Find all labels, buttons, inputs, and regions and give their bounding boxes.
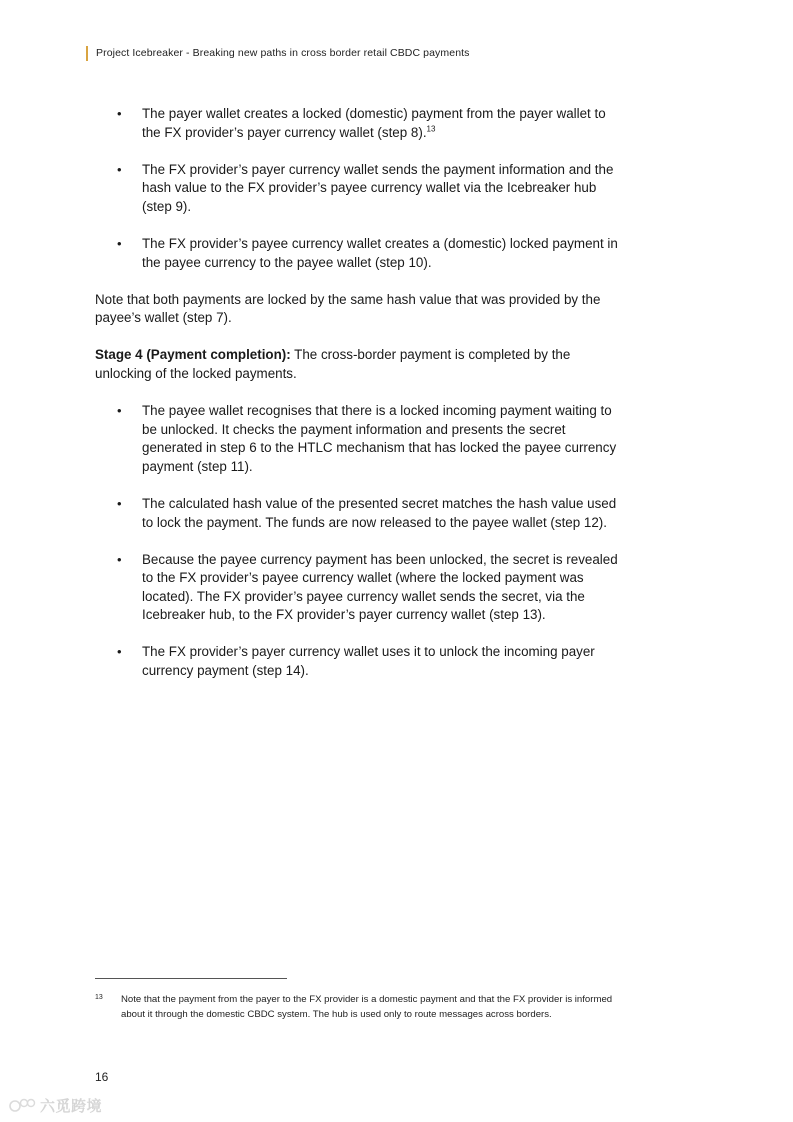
footnote xyxy=(95,993,617,1022)
bullet-list-stage3 xyxy=(95,105,625,272)
bullet-icon: • xyxy=(117,161,122,177)
list-item xyxy=(95,235,625,272)
footnote-divider xyxy=(95,978,287,979)
header-accent-bar xyxy=(86,46,88,61)
bullet-icon: • xyxy=(117,551,122,567)
list-item-text: The payer wallet creates a locked (domestic) payment from the payer wallet to the FX provider’s payer currency wallet (step 8). xyxy=(142,106,606,140)
stage4-heading: Stage 4 (Payment completion): xyxy=(95,347,291,363)
stage4-paragraph xyxy=(95,346,625,383)
list-item xyxy=(95,643,625,680)
bullet-icon: • xyxy=(117,403,122,419)
list-item-text: The FX provider’s payee currency wallet creates a (domestic) locked payment in the payee currency to the payee wallet (step 10). xyxy=(142,235,618,270)
stage4-text: The cross-border payment is completed by the unlocking of the locked payments. xyxy=(95,347,571,381)
page-body xyxy=(95,105,625,699)
footnote-text: Note that the payment from the payer to the FX provider is a domestic payment and that the FX provider is informed about it through the domestic CBDC system. The hub is used only to route messages across borders. xyxy=(121,994,613,1020)
list-item xyxy=(95,551,625,625)
bullet-icon: • xyxy=(117,235,122,251)
list-item xyxy=(95,105,625,142)
list-item xyxy=(95,402,625,476)
list-item-text: Because the payee currency payment has been unlocked, the secret is revealed to the FX provider’s payee currency wallet (where the locked payment was located). The FX provider’s payee currency wallet sends the secret, via the Icebreaker hub, to the FX provider’s payer currency wallet (step 13). xyxy=(142,551,618,623)
bullet-list-stage4 xyxy=(95,402,625,681)
bullet-icon: • xyxy=(117,495,122,511)
watermark-logo-icon xyxy=(8,1097,36,1115)
note-paragraph: Note that both payments are locked by the same hash value that was provided by the payee’s wallet (step 7). xyxy=(95,291,601,326)
footnote-reference[interactable]: 13 xyxy=(426,124,436,134)
list-item-text: The payee wallet recognises that there is a locked incoming payment waiting to be unlocked. It checks the payment information and presents the secret generated in step 6 to the HTLC mechanism that has locked the payee currency payment (step 11). xyxy=(142,403,617,474)
page-number: 16 xyxy=(95,1070,109,1084)
footnote-number: 13 xyxy=(95,994,103,1001)
list-item-text: The FX provider’s payer currency wallet uses it to unlock the incoming payer currency payment (step 14). xyxy=(142,644,595,679)
list-item xyxy=(95,495,625,532)
bullet-icon: • xyxy=(117,644,122,660)
watermark xyxy=(8,1095,102,1116)
list-item xyxy=(95,161,625,217)
bullet-icon: • xyxy=(117,106,122,121)
watermark-text: 六觅跨境 xyxy=(40,1098,103,1115)
list-item-text: The calculated hash value of the presented secret matches the hash value used to lock the payment. The funds are now released to the payee wallet (step 12). xyxy=(142,495,617,530)
page-header xyxy=(86,45,470,61)
header-title: Project Icebreaker - Breaking new paths in cross border retail CBDC payments xyxy=(96,47,470,59)
list-item-text: The FX provider’s payer currency wallet sends the payment information and the hash value to the FX provider’s payee currency wallet via the Icebreaker hub (step 9). xyxy=(142,161,614,214)
